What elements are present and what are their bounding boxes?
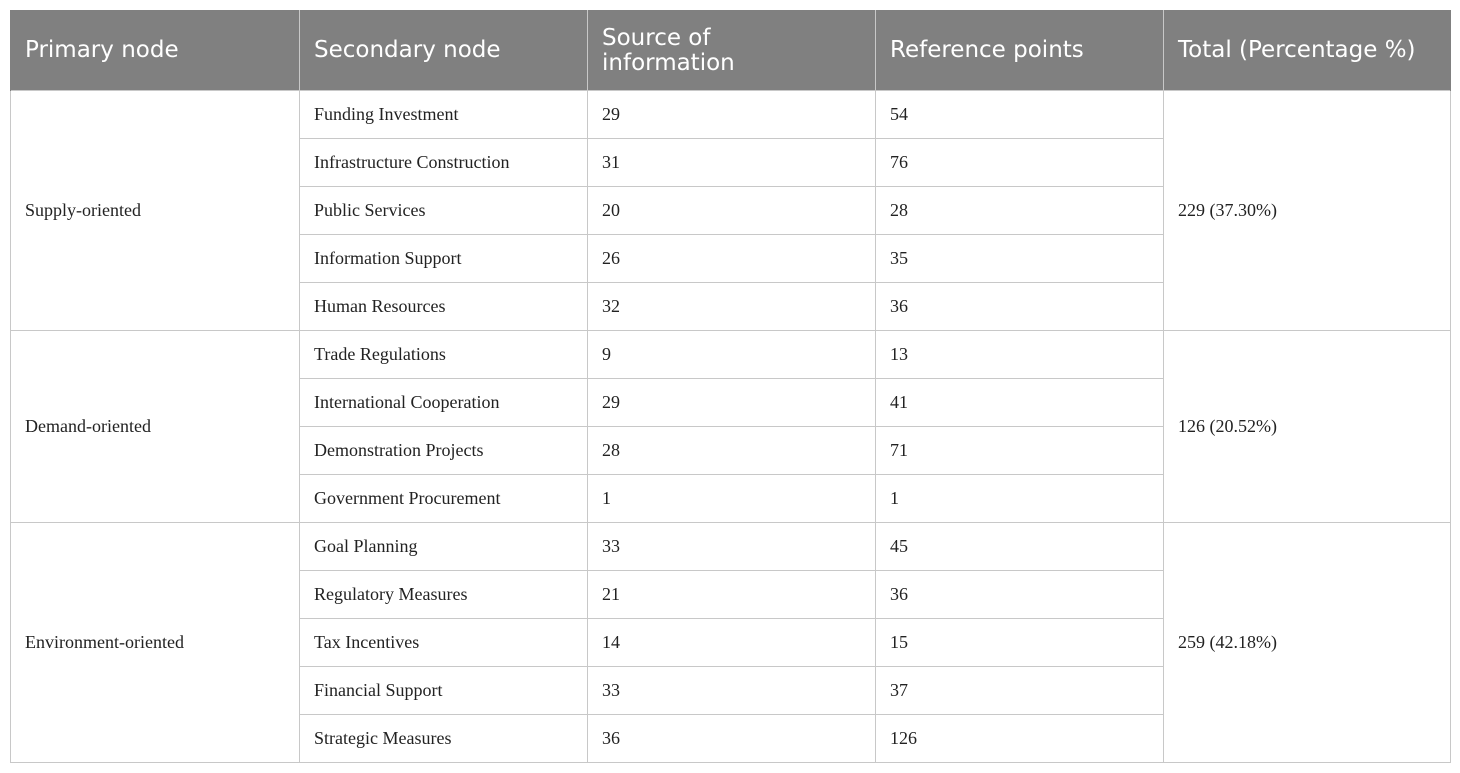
reference-points-cell: 41 — [876, 379, 1164, 427]
secondary-node-cell: Goal Planning — [300, 523, 588, 571]
source-of-information-cell: 33 — [588, 667, 876, 715]
reference-points-cell: 36 — [876, 571, 1164, 619]
source-of-information-cell: 28 — [588, 427, 876, 475]
secondary-node-cell: Infrastructure Construction — [300, 139, 588, 187]
secondary-node-cell: Public Services — [300, 187, 588, 235]
secondary-node-cell: Tax Incentives — [300, 619, 588, 667]
secondary-node-cell: Demonstration Projects — [300, 427, 588, 475]
total-percentage-cell: 229 (37.30%) — [1164, 91, 1451, 331]
reference-points-cell: 76 — [876, 139, 1164, 187]
total-percentage-cell: 126 (20.52%) — [1164, 331, 1451, 523]
source-of-information-cell: 14 — [588, 619, 876, 667]
secondary-node-cell: Financial Support — [300, 667, 588, 715]
secondary-node-cell: Funding Investment — [300, 91, 588, 139]
primary-node-cell: Supply-oriented — [11, 91, 300, 331]
reference-points-cell: 13 — [876, 331, 1164, 379]
header-primary-node: Primary node — [11, 11, 300, 91]
secondary-node-cell: Human Resources — [300, 283, 588, 331]
source-of-information-cell: 21 — [588, 571, 876, 619]
source-of-information-cell: 26 — [588, 235, 876, 283]
secondary-node-cell: Government Procurement — [300, 475, 588, 523]
secondary-node-cell: International Cooperation — [300, 379, 588, 427]
source-of-information-cell: 31 — [588, 139, 876, 187]
primary-node-cell: Environment-oriented — [11, 523, 300, 763]
reference-points-cell: 54 — [876, 91, 1164, 139]
source-of-information-cell: 29 — [588, 379, 876, 427]
primary-node-cell: Demand-oriented — [11, 331, 300, 523]
source-of-information-cell: 33 — [588, 523, 876, 571]
reference-points-cell: 28 — [876, 187, 1164, 235]
header-reference-points: Reference points — [876, 11, 1164, 91]
source-of-information-cell: 29 — [588, 91, 876, 139]
source-of-information-cell: 1 — [588, 475, 876, 523]
reference-points-cell: 126 — [876, 715, 1164, 763]
reference-points-cell: 37 — [876, 667, 1164, 715]
reference-points-cell: 15 — [876, 619, 1164, 667]
source-of-information-cell: 32 — [588, 283, 876, 331]
reference-points-cell: 45 — [876, 523, 1164, 571]
header-source-of-information: Source of information — [588, 11, 876, 91]
secondary-node-cell: Regulatory Measures — [300, 571, 588, 619]
policy-node-table — [10, 10, 1451, 763]
reference-points-cell: 1 — [876, 475, 1164, 523]
source-of-information-cell: 36 — [588, 715, 876, 763]
source-of-information-cell: 9 — [588, 331, 876, 379]
table-row — [11, 91, 1451, 139]
reference-points-cell: 36 — [876, 283, 1164, 331]
secondary-node-cell: Trade Regulations — [300, 331, 588, 379]
header-secondary-node: Secondary node — [300, 11, 588, 91]
table-body — [11, 91, 1451, 763]
reference-points-cell: 35 — [876, 235, 1164, 283]
header-row — [11, 11, 1451, 91]
reference-points-cell: 71 — [876, 427, 1164, 475]
source-of-information-cell: 20 — [588, 187, 876, 235]
header-total-percentage: Total (Percentage %) — [1164, 11, 1451, 91]
total-percentage-cell: 259 (42.18%) — [1164, 523, 1451, 763]
secondary-node-cell: Information Support — [300, 235, 588, 283]
secondary-node-cell: Strategic Measures — [300, 715, 588, 763]
table-row — [11, 331, 1451, 379]
table-row — [11, 523, 1451, 571]
